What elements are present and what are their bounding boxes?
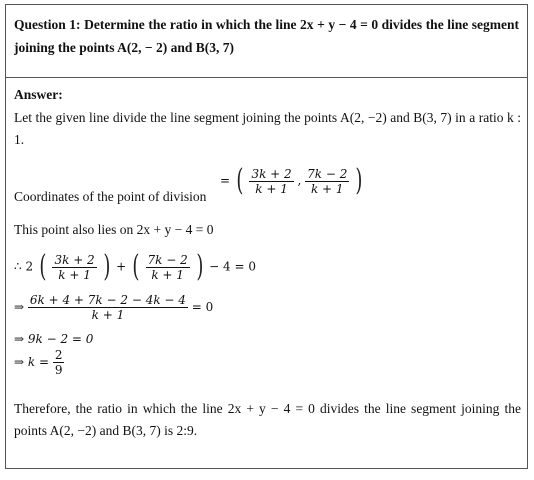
step1-therefore: ∴ 2: [14, 259, 34, 274]
step4-denominator: 9: [54, 363, 63, 377]
step1-right-paren-2: ): [195, 249, 203, 284]
step1-right-paren: ): [102, 249, 110, 284]
coords-equals: =: [220, 173, 231, 188]
step1-left-paren: (: [39, 249, 47, 284]
step1-y-numerator: 7k − 2: [147, 252, 188, 267]
left-paren: (: [236, 163, 244, 198]
step1-plus: +: [116, 259, 127, 274]
step1-left-paren-2: (: [132, 249, 140, 284]
step2-denominator: k + 1: [91, 308, 125, 322]
equation-step-2: [14, 293, 213, 322]
step4-fraction: [53, 348, 65, 377]
question-text: Question 1: Determine the ratio in which the line 2x + y − 4 = 0 divides the line segment joining the points A(2, − 2) and B(3, 7): [14, 17, 519, 55]
lies-on-line: This point also lies on 2x + y − 4 = 0: [14, 222, 214, 237]
answer-conclusion: Therefore, the ratio in which the line 2x + y − 4 = 0 divides the line segment joining the points A(2, −2) and B(3, 7) is 2:9.: [14, 401, 521, 438]
coords-formula: [220, 163, 365, 198]
step1-x-fraction: [52, 253, 96, 282]
step2-fraction: [28, 293, 188, 322]
step2-arrow: ⇒: [14, 300, 25, 314]
step1-tail: − 4 = 0: [209, 259, 256, 274]
coords-x-numerator: 3k + 2: [251, 166, 292, 181]
answer-intro: Let the given line divide the line segment joining the points A(2, −2) and B(3, 7) in a ratio k : 1.: [14, 110, 521, 147]
step4-numerator: 2: [54, 348, 63, 362]
answer-heading: Answer:: [14, 87, 63, 102]
answer-box: [5, 78, 528, 469]
equation-step-3: ⇒ 9k − 2 = 0: [14, 332, 94, 346]
coords-y-fraction: [305, 167, 349, 196]
question-box: [5, 4, 528, 78]
step1-y-denominator: k + 1: [151, 267, 184, 282]
coords-x-denominator: k + 1: [255, 181, 288, 196]
right-paren: ): [355, 163, 363, 198]
equation-step-4: [14, 348, 64, 377]
coords-label: Coordinates of the point of division: [14, 189, 207, 204]
coords-y-denominator: k + 1: [310, 181, 344, 196]
coords-comma: ,: [297, 173, 302, 188]
step2-numerator: 6k + 4 + 7k − 2 − 4k − 4: [29, 293, 186, 307]
coords-x-fraction: [249, 167, 293, 196]
step1-x-denominator: k + 1: [58, 267, 91, 282]
step1-y-fraction: [146, 253, 190, 282]
step4-lhs: ⇒ k =: [14, 355, 50, 369]
step1-x-numerator: 3k + 2: [54, 252, 95, 267]
coords-y-numerator: 7k − 2: [307, 166, 348, 181]
step2-rhs: = 0: [191, 300, 214, 314]
equation-step-1: [14, 249, 256, 284]
